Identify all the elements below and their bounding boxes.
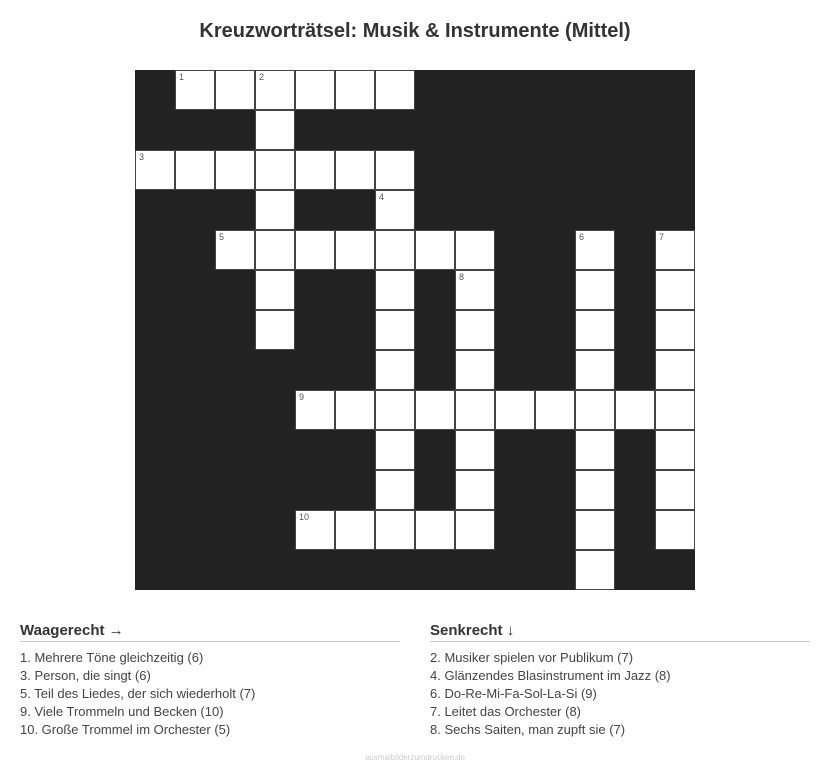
- crossword-cell[interactable]: [535, 390, 575, 430]
- crossword-cell[interactable]: [575, 230, 615, 270]
- crossword-cell[interactable]: [615, 390, 655, 430]
- crossword-cell[interactable]: [375, 150, 415, 190]
- crossword-cell[interactable]: [655, 230, 695, 270]
- clue-number: 1: [179, 72, 185, 82]
- crossword-cell[interactable]: [335, 230, 375, 270]
- crossword-cell[interactable]: [295, 390, 335, 430]
- crossword-cell[interactable]: [455, 230, 495, 270]
- crossword-cell[interactable]: [375, 190, 415, 230]
- crossword-cell[interactable]: [335, 510, 375, 550]
- crossword-cell[interactable]: [175, 150, 215, 190]
- clue-item: 9. Viele Trommeln und Becken (10): [20, 704, 224, 719]
- crossword-cell[interactable]: [175, 70, 215, 110]
- crossword-cell[interactable]: [455, 470, 495, 510]
- clue-item: 1. Mehrere Töne gleichzeitig (6): [20, 650, 204, 665]
- clue-number: 6: [579, 232, 585, 242]
- clue-number: 4: [379, 192, 385, 202]
- crossword-cell[interactable]: [455, 350, 495, 390]
- across-heading: Waagerecht →: [20, 622, 400, 642]
- crossword-cell[interactable]: [455, 510, 495, 550]
- across-clues-section: [20, 622, 400, 739]
- crossword-cell[interactable]: [455, 390, 495, 430]
- crossword-cell[interactable]: [455, 310, 495, 350]
- crossword-cell[interactable]: [575, 350, 615, 390]
- crossword-cell[interactable]: [335, 70, 375, 110]
- crossword-cell[interactable]: [375, 230, 415, 270]
- across-clue-list: [20, 649, 400, 739]
- crossword-cell[interactable]: [575, 510, 615, 550]
- crossword-cell[interactable]: [135, 150, 175, 190]
- crossword-cell[interactable]: [295, 230, 335, 270]
- crossword-cell[interactable]: [215, 150, 255, 190]
- crossword-cell[interactable]: [655, 430, 695, 470]
- clue-number: 5: [219, 232, 225, 242]
- crossword-cell[interactable]: [575, 430, 615, 470]
- crossword-cell[interactable]: [575, 470, 615, 510]
- crossword-cell[interactable]: [655, 510, 695, 550]
- clue-item: 8. Sechs Saiten, man zupft sie (7): [430, 722, 626, 737]
- crossword-cell[interactable]: [375, 390, 415, 430]
- crossword-cell[interactable]: [495, 390, 535, 430]
- crossword-cell[interactable]: [375, 310, 415, 350]
- crossword-cell[interactable]: [295, 150, 335, 190]
- page-title: Kreuzworträtsel: Musik & Instrumente (Mittel): [199, 20, 631, 42]
- down-clue-list: [430, 649, 810, 739]
- crossword-cell[interactable]: [575, 310, 615, 350]
- down-heading: Senkrecht ↓: [430, 622, 810, 642]
- crossword-cell[interactable]: [375, 270, 415, 310]
- down-clues-section: [430, 622, 810, 739]
- clue-number: 8: [459, 272, 465, 282]
- crossword-cell[interactable]: [255, 230, 295, 270]
- clue-item: 10. Große Trommel im Orchester (5): [20, 722, 231, 737]
- clue-item: 3. Person, die singt (6): [20, 668, 151, 683]
- crossword-cell[interactable]: [375, 430, 415, 470]
- clue-number: 9: [299, 392, 305, 402]
- crossword-grid: [135, 70, 695, 590]
- crossword-cell[interactable]: [255, 190, 295, 230]
- clue-number: 10: [299, 512, 310, 522]
- crossword-cell[interactable]: [255, 70, 295, 110]
- clue-item: 6. Do-Re-Mi-Fa-Sol-La-Si (9): [430, 686, 597, 701]
- crossword-cell[interactable]: [415, 230, 455, 270]
- crossword-cell[interactable]: [375, 470, 415, 510]
- crossword-cell[interactable]: [335, 150, 375, 190]
- crossword-cell[interactable]: [255, 150, 295, 190]
- crossword-cell[interactable]: [655, 470, 695, 510]
- crossword-cell[interactable]: [655, 350, 695, 390]
- footer-watermark: ausmalbilderzumdrucken.de: [364, 753, 466, 762]
- crossword-cell[interactable]: [415, 390, 455, 430]
- crossword-cell[interactable]: [255, 110, 295, 150]
- clue-item: 2. Musiker spielen vor Publikum (7): [430, 650, 634, 665]
- crossword-cell[interactable]: [255, 270, 295, 310]
- clue-item: 7. Leitet das Orchester (8): [430, 704, 582, 719]
- clue-item: 5. Teil des Liedes, der sich wiederholt (7): [20, 686, 256, 701]
- clue-number: 3: [139, 152, 145, 162]
- crossword-cell[interactable]: [455, 430, 495, 470]
- crossword-cell[interactable]: [255, 310, 295, 350]
- crossword-cell[interactable]: [575, 270, 615, 310]
- clue-item: 4. Glänzendes Blasinstrument im Jazz (8): [430, 668, 671, 683]
- crossword-cell[interactable]: [335, 390, 375, 430]
- crossword-cell[interactable]: [215, 230, 255, 270]
- crossword-cell[interactable]: [375, 70, 415, 110]
- crossword-cell[interactable]: [295, 510, 335, 550]
- crossword-cell[interactable]: [655, 310, 695, 350]
- crossword-cell[interactable]: [655, 390, 695, 430]
- crossword-cell[interactable]: [575, 390, 615, 430]
- crossword-cell[interactable]: [295, 70, 335, 110]
- crossword-cell[interactable]: [575, 550, 615, 590]
- crossword-cell[interactable]: [375, 510, 415, 550]
- clue-number: 7: [659, 232, 665, 242]
- crossword-cell[interactable]: [655, 270, 695, 310]
- crossword-cell[interactable]: [415, 510, 455, 550]
- crossword-cell[interactable]: [375, 350, 415, 390]
- clue-number: 2: [259, 72, 265, 82]
- crossword-cell[interactable]: [455, 270, 495, 310]
- crossword-cell[interactable]: [215, 70, 255, 110]
